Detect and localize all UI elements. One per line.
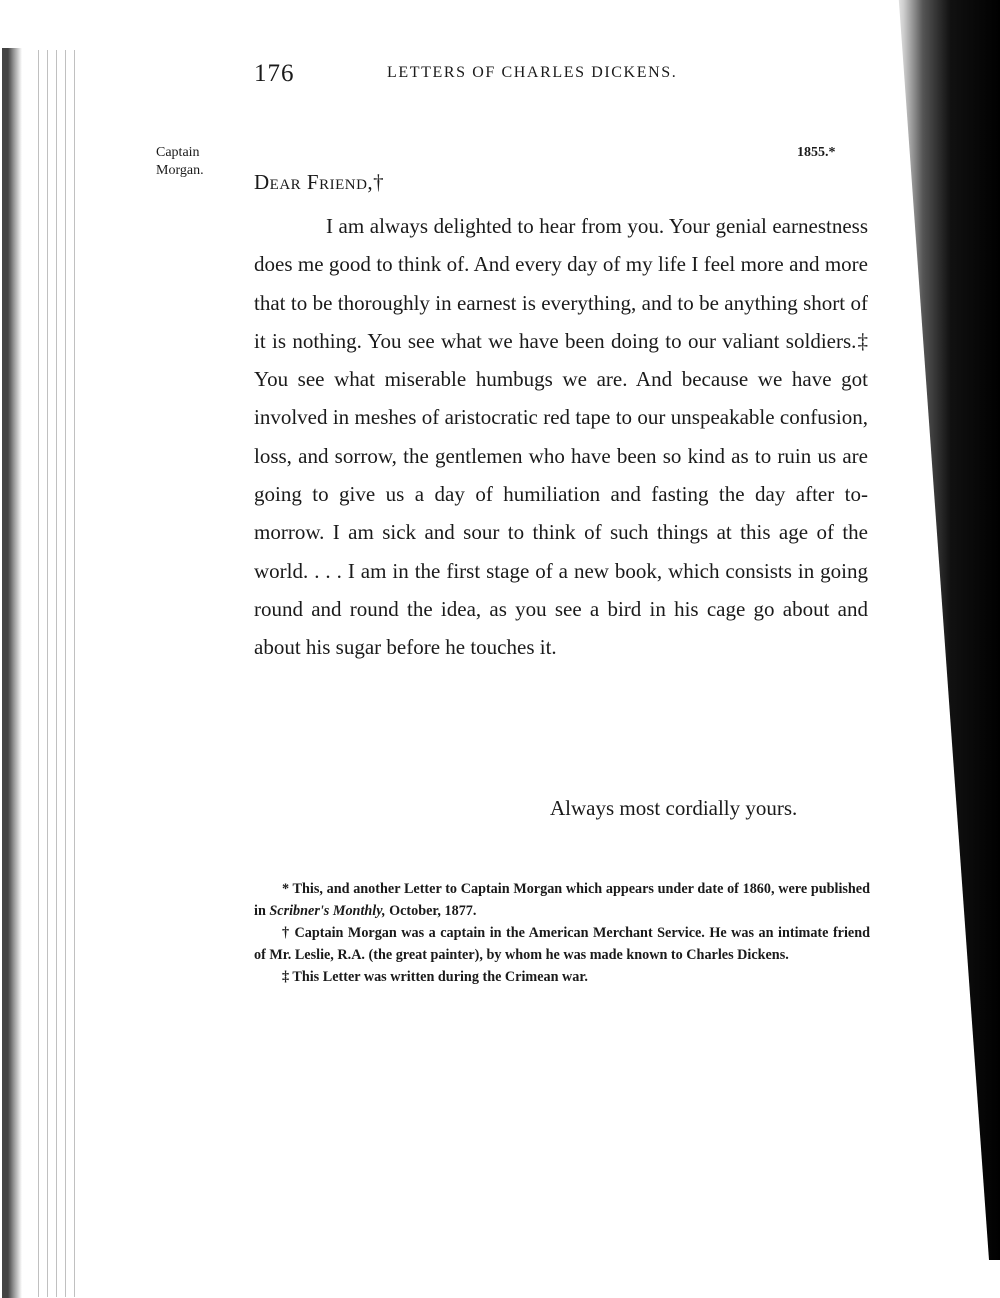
- footnote-italic: Scribner's Monthly,: [269, 903, 386, 919]
- letter-date: 1855.*: [797, 145, 836, 160]
- salutation: Dear Friend,†: [254, 170, 385, 194]
- footnote: † Captain Morgan was a captain in the American Merchant Service. He was an intimate friend of Mr. Leslie, R.A. (the great painter), by whom he was made known to Charles Dickens.: [254, 925, 870, 963]
- footnote-text: October, 1877.: [385, 903, 477, 919]
- footnote-text: * This, and another Letter to Captain Morgan which appears under date of 1860, were published in: [254, 881, 870, 919]
- footnote: ‡ This Letter was written during the Crimean war.: [282, 969, 588, 985]
- scan-edge-right: [890, 0, 1000, 1260]
- margin-note: [156, 144, 204, 180]
- margin-note-line: Morgan.: [156, 163, 204, 178]
- footnotes: [254, 878, 870, 988]
- footnote: [254, 878, 870, 922]
- running-title: LETTERS OF CHARLES DICKENS.: [387, 64, 678, 81]
- letter-closing: Always most cordially yours.: [550, 796, 798, 820]
- letter-body: I am always delighted to hear from you. Your genial earnestness does me good to think of. And every day of my life I feel more and more that to be thoroughly in earnest is everything, and to be anything short of it is nothing. You see what we have been doing to our valiant soldiers.‡ You see what miserable humbugs we are. And because we have got involved in meshes of aristocratic red tape to our unspeakable confusion, loss, and sorrow, the gentlemen who have been so kind as to ruin us are going to give us a day of humiliation and fasting the day after to-morrow. I am sick and sour to think of such things at this age of the world. . . . I am in the first stage of a new book, which consists in going round and round the idea, as you see a bird in his cage go about and about his sugar before he touches it.: [254, 214, 868, 660]
- scan-edge-left-lines: [38, 50, 78, 1297]
- scan-edge-left: [2, 48, 22, 1298]
- page-number: 176: [254, 60, 295, 87]
- margin-note-line: Captain: [156, 145, 200, 160]
